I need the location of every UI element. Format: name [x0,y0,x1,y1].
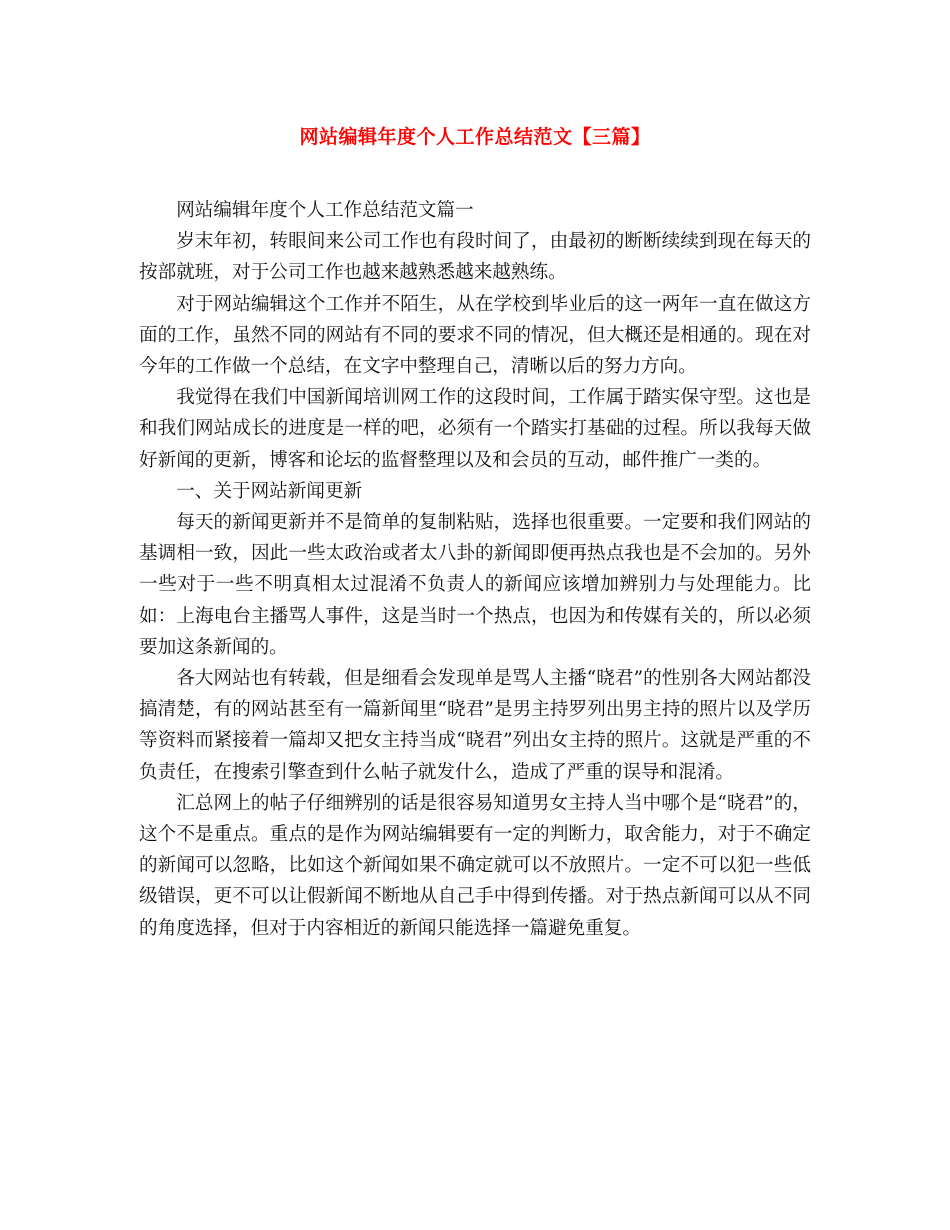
paragraph: 岁末年初，转眼间来公司工作也有段时间了，由最初的断断续续到现在每天的按部就班，对于公司工作也越来越熟悉越来越熟练。 [139,231,811,284]
document-body [139,195,811,944]
paragraph: 我觉得在我们中国新闻培训网工作的这段时间，工作属于踏实保守型。这也是和我们网站成长的进度是一样的吧，必须有一个踏实打基础的过程。所以我每天做好新闻的更新，博客和论坛的监督整理以及和会员的互动，邮件推广一类的。 [139,387,811,471]
paragraph: 汇总网上的帖子仔细辨别的话是很容易知道男女主持人当中哪个是“晓君”的，这个不是重点。重点的是作为网站编辑要有一定的判断力，取舍能力，对于不确定的新闻可以忽略，比如这个新闻如果不确定就可以不放照片。一定不可以犯一些低级错误，更不可以让假新闻不断地从自己手中得到传播。对于热点新闻可以从不同的角度选择，但对于内容相近的新闻只能选择一篇避免重复。 [139,792,811,939]
section-heading-news-update: 一、关于网站新闻更新 [176,480,363,502]
document-title: 网站编辑年度个人工作总结范文【三篇】 [299,126,651,148]
paragraph: 对于网站编辑这个工作并不陌生，从在学校到毕业后的这一两年一直在做这方面的工作，虽然不同的网站有不同的要求不同的情况，但大概还是相通的。现在对今年的工作做一个总结，在文字中整理自己，清晰以后的努力方向。 [139,293,811,378]
paragraph: 每天的新闻更新并不是简单的复制粘贴，选择也很重要。一定要和我们网站的基调相一致，因此一些太政治或者太八卦的新闻即便再热点我也是不会加的。另外一些对于一些不明真相太过混淆不负责人的新闻应该增加辨别力与处理能力。比如：上海电台主播骂人事件，这是当时一个热点，也因为和传媒有关的，所以必须要加这条新闻的。 [139,512,811,658]
paragraph: 各大网站也有转载，但是细看会发现单是骂人主播“晓君”的性别各大网站都没搞清楚，有的网站甚至有一篇新闻里“晓君”是男主持罗列出男主持的照片以及学历等资料而紧接着一篇却又把女主持当成“晓君”列出女主持的照片。这就是严重的不负责任，在搜索引擎查到什么帖子就发什么，造成了严重的误导和混淆。 [139,668,811,783]
section-heading-part-one: 网站编辑年度个人工作总结范文篇一 [176,200,474,221]
